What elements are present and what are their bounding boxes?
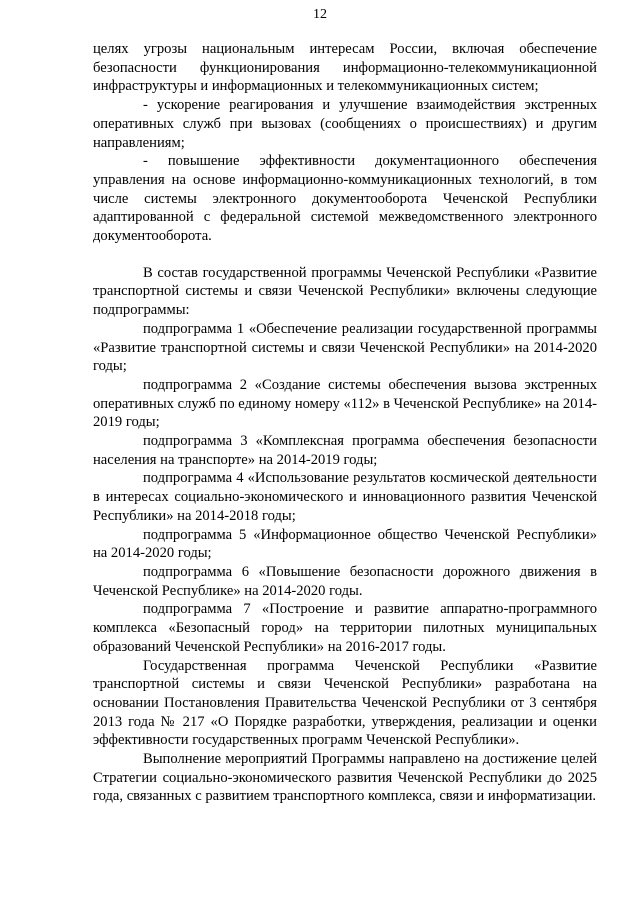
paragraph-bullet-response: - ускорение реагирования и улучшение взаимодействия экстренных оперативных служб при вызовах (сообщениях о происшествиях) и другим направлениям; <box>93 97 597 151</box>
page-number: 12 <box>313 7 327 22</box>
paragraph-gap <box>93 246 597 264</box>
paragraph-subprogram-3: подпрограмма 3 «Комплексная программа обеспечения безопасности населения на транспорте» на 2014-2019 годы; <box>93 433 597 468</box>
paragraph-subprogram-1: подпрограмма 1 «Обеспечение реализации государственной программы «Развитие транспортной системы и связи Чеченской Республики» на 2014-2020 годы; <box>93 320 597 375</box>
paragraph-program-basis: Государственная программа Чеченской Республики «Развитие транспортной системы и связи Чеченской Республики» разработана на основании Постановления Правительства Чеченской Республики от 3 сентября 2013 года № 217 «О Порядке разработки, утверждения, реализации и оценки эффективности государственных программ Чеченской Республики». <box>93 657 597 749</box>
paragraph-continuation: целях угрозы национальным интересам России, включая обеспечение безопасности функционирования информационно-телекоммуникационной инфраструктуры и информационных и телекоммуникационных систем; <box>93 41 597 95</box>
paragraph-subprogram-2: подпрограмма 2 «Создание системы обеспечения вызова экстренных оперативных служб по единому номеру «112» в Чеченской Республике» на 2014-2019 годы; <box>93 376 597 431</box>
paragraph-subprogram-6: подпрограмма 6 «Повышение безопасности дорожного движения в Чеченской Республике» на 2014-2020 годы. <box>93 563 597 599</box>
paragraph-program-goals: Выполнение мероприятий Программы направлено на достижение целей Стратегии социально-экономического развития Чеченской Республики до 2025 года, связанных с развитием транспортного комплекса, связи и информатизации. <box>93 751 597 805</box>
paragraph-subprogram-5: подпрограмма 5 «Информационное общество Чеченской Республики» на 2014-2020 годы; <box>93 526 597 562</box>
paragraph-bullet-documents: - повышение эффективности документационного обеспечения управления на основе информационно-коммуникационных технологий, в том числе системы электронного документооборота Чеченской Республики адаптированной с федеральной системой межведомственного электронного документооборота. <box>93 153 597 245</box>
paragraph-subprogram-7: подпрограмма 7 «Построение и развитие аппаратно-программного комплекса «Безопасный город» на территории пилотных муниципальных образований Чеченской Республики» на 2016-2017 годы. <box>93 601 597 655</box>
paragraph-subprogram-4: подпрограмма 4 «Использование результатов космической деятельности в интересах социально-экономического и инновационного развития Чеченской Республики» на 2014-2018 годы; <box>93 470 597 524</box>
text-block <box>93 40 597 806</box>
paragraph-program-intro: В состав государственной программы Чеченской Республики «Развитие транспортной системы и связи Чеченской Республики» включены следующие подпрограммы: <box>93 264 597 319</box>
